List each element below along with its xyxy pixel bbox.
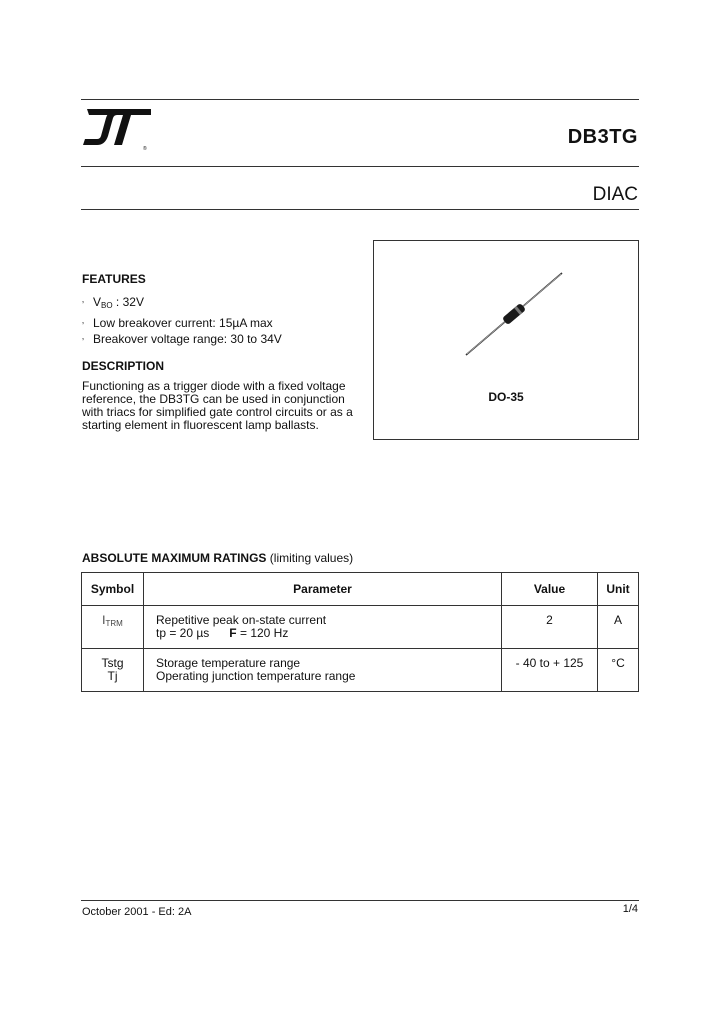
row-parameter [144,606,502,649]
diode-package-icon [462,269,566,361]
row-symbol [82,606,144,649]
header-value: Value [502,573,598,606]
symbol-sub: TRM [105,619,123,628]
param-line: Storage temperature range [156,656,301,670]
feature-symbol-sub: BO [101,301,113,310]
table-row [82,649,639,692]
bullet-icon: ‚ [82,331,84,341]
row-unit [598,649,639,692]
svg-text:®: ® [143,146,147,152]
symbol-main: I [102,613,106,627]
unit-text: A [613,613,622,627]
ratings-title [82,551,353,565]
features-list [82,294,282,348]
param-freq: = 120 Hz [239,626,289,640]
header-parameter: Parameter [144,573,502,606]
footer-date-edition: October 2001 - Ed: 2A [82,906,192,918]
row-value [502,649,598,692]
feature-text: Breakover voltage range: 30 to 34V [93,332,282,346]
bullet-icon: ‚ [82,314,84,325]
description-heading: DESCRIPTION [82,359,165,373]
ratings-table [81,572,639,692]
row-parameter [144,649,502,692]
st-logo [81,103,151,153]
device-type: DIAC [592,184,638,205]
list-item [82,331,282,348]
row-symbol [82,649,144,692]
list-item [82,294,282,315]
table-row [82,606,639,649]
row-unit [598,606,639,649]
feature-text: : 32V [115,295,144,309]
top-rule [81,99,639,100]
ratings-title-main: ABSOLUTE MAXIMUM RATINGS [82,551,267,565]
param-line: Repetitive peak on-state current [156,613,327,627]
bullet-icon: ‚ [82,294,84,304]
value-text: 2 [546,613,553,627]
symbol-tstg: Tstg [101,656,124,670]
symbol-tj: Tj [107,669,118,683]
package-label: DO-35 [488,390,524,404]
param-conditions [156,627,501,640]
list-item [82,315,282,332]
unit-text: °C [611,656,625,670]
param-tp: tp = 20 µs [156,626,210,640]
page-number: 1/4 [622,903,638,915]
description-text: Functioning as a trigger diode with a fixed voltage reference, the DB3TG can be used in conjunction with triacs for simplified gate control circuits or as a starting element in fluorescent lamp ballasts. [82,379,353,432]
footer-rule [81,900,639,901]
header-rule [81,166,639,167]
row-value [502,606,598,649]
table-header-row [82,573,639,606]
part-number: DB3TG [567,126,638,148]
param-f: F [229,626,237,640]
subtitle-rule [81,209,639,210]
feature-text: Low breakover current: 15µA max [93,315,273,330]
header-unit: Unit [598,573,639,606]
package-box [373,240,639,440]
header-symbol: Symbol [82,573,144,606]
features-heading: FEATURES [82,272,146,286]
ratings-title-note: (limiting values) [269,551,354,565]
feature-symbol: V [93,295,102,309]
param-line: Operating junction temperature range [156,669,356,683]
value-text: - 40 to + 125 [515,656,584,670]
